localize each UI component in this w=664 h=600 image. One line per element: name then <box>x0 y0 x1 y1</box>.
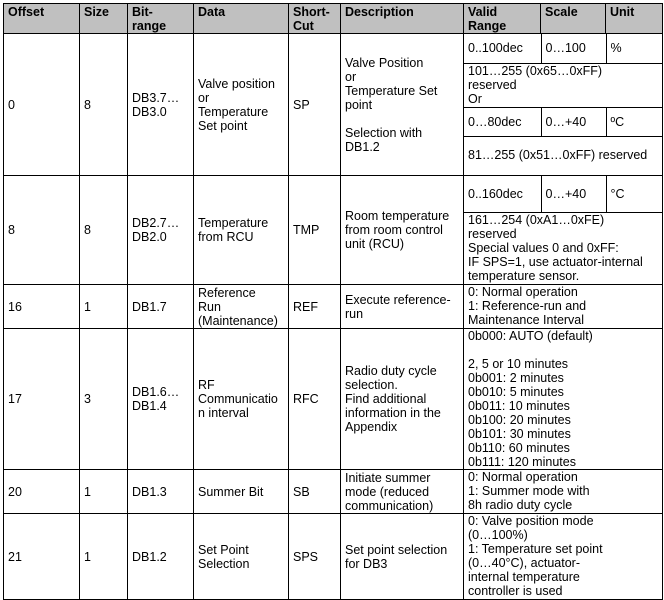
cell-description: Set point selection for DB3 <box>341 514 464 600</box>
table-row <box>4 470 663 514</box>
cell-range-note: 161…254 (0xA1…0xFE) reserved Special values 0 and 0xFF: IF SPS=1, use actuator-internal temperature sensor. <box>464 212 663 283</box>
cell-bitrange: DB1.3 <box>128 470 194 514</box>
table-row <box>4 176 663 285</box>
cell-shortcut: TMP <box>289 176 341 285</box>
cell-unit: ºC <box>606 107 663 136</box>
range-subtable <box>464 34 663 174</box>
range-subrow <box>464 176 663 212</box>
cell-valid-range: 0: Normal operation 1: Reference-run and Maintenance Interval <box>464 285 663 329</box>
cell-shortcut: RFC <box>289 329 341 470</box>
header-shortcut: Short- Cut <box>289 4 341 34</box>
cell-description: Initiate summer mode (reduced communication) <box>341 470 464 514</box>
cell-offset: 16 <box>4 285 80 329</box>
cell-bitrange: DB2.7… DB2.0 <box>128 176 194 285</box>
cell-shortcut: SB <box>289 470 341 514</box>
range-subtable <box>464 176 663 283</box>
cell-data: Valve position or Temperature Set point <box>194 34 289 176</box>
cell-valid-range: 0b000: AUTO (default) 2, 5 or 10 minutes 0b001: 2 minutes 0b010: 5 minutes 0b011: 10 minutes 0b100: 20 minutes 0b101: 30 minutes 0b110: 60 minutes 0b111: 120 minutes <box>464 329 663 470</box>
cell-valid-range: 0: Normal operation 1: Summer mode with 8h radio duty cycle <box>464 470 663 514</box>
header-data: Data <box>194 4 289 34</box>
table-row <box>4 514 663 600</box>
header-row <box>4 4 663 34</box>
range-subrow <box>464 107 663 136</box>
cell-scale: 0…100 <box>541 34 606 63</box>
cell-valid-range: 0: Valve position mode (0…100%) 1: Temperature set point (0…40°C), actuator- internal temperature controller is used <box>464 514 663 600</box>
cell-description: Room temperature from room control unit (RCU) <box>341 176 464 285</box>
header-size: Size <box>80 4 128 34</box>
cell-offset: 0 <box>4 34 80 176</box>
cell-size: 1 <box>80 285 128 329</box>
cell-scale: 0…+40 <box>541 107 606 136</box>
cell-range: 0…80dec <box>464 107 541 136</box>
cell-offset: 20 <box>4 470 80 514</box>
cell-bitrange: DB3.7… DB3.0 <box>128 34 194 176</box>
cell-shortcut: SPS <box>289 514 341 600</box>
header-valid-range: Valid Range <box>464 4 541 34</box>
range-note <box>464 136 663 174</box>
cell-unit: °C <box>606 176 663 212</box>
cell-description: Execute reference- run <box>341 285 464 329</box>
header-description: Description <box>341 4 464 34</box>
cell-size: 8 <box>80 176 128 285</box>
range-note <box>464 63 663 107</box>
cell-data: RF Communicatio n interval <box>194 329 289 470</box>
cell-valid-range-group <box>464 34 663 176</box>
cell-size: 3 <box>80 329 128 470</box>
cell-description: Valve Position or Temperature Set point Selection with DB1.2 <box>341 34 464 176</box>
cell-data: Summer Bit <box>194 470 289 514</box>
cell-description: Radio duty cycle selection. Find additional information in the Appendix <box>341 329 464 470</box>
cell-offset: 17 <box>4 329 80 470</box>
cell-bitrange: DB1.2 <box>128 514 194 600</box>
header-bitrange: Bit- range <box>128 4 194 34</box>
cell-data: Temperature from RCU <box>194 176 289 285</box>
cell-scale: 0…+40 <box>541 176 606 212</box>
cell-range: 0..160dec <box>464 176 541 212</box>
range-note <box>464 212 663 283</box>
cell-size: 1 <box>80 514 128 600</box>
cell-range: 0..100dec <box>464 34 541 63</box>
cell-range-note: 81…255 (0x51…0xFF) reserved <box>464 136 663 174</box>
cell-offset: 21 <box>4 514 80 600</box>
cell-shortcut: REF <box>289 285 341 329</box>
cell-data: Set Point Selection <box>194 514 289 600</box>
table-row <box>4 34 663 176</box>
header-unit: Unit <box>606 4 663 34</box>
header-offset: Offset <box>4 4 80 34</box>
cell-shortcut: SP <box>289 34 341 176</box>
header-scale: Scale <box>541 4 606 34</box>
register-table <box>3 3 663 600</box>
range-subrow <box>464 34 663 63</box>
cell-bitrange: DB1.6… DB1.4 <box>128 329 194 470</box>
table-row <box>4 329 663 470</box>
cell-size: 1 <box>80 470 128 514</box>
cell-range-note: 101…255 (0x65…0xFF) reserved Or <box>464 63 663 107</box>
cell-bitrange: DB1.7 <box>128 285 194 329</box>
cell-unit: % <box>606 34 663 63</box>
cell-size: 8 <box>80 34 128 176</box>
cell-offset: 8 <box>4 176 80 285</box>
table-row <box>4 285 663 329</box>
cell-valid-range-group <box>464 176 663 285</box>
cell-data: Reference Run (Maintenance) <box>194 285 289 329</box>
